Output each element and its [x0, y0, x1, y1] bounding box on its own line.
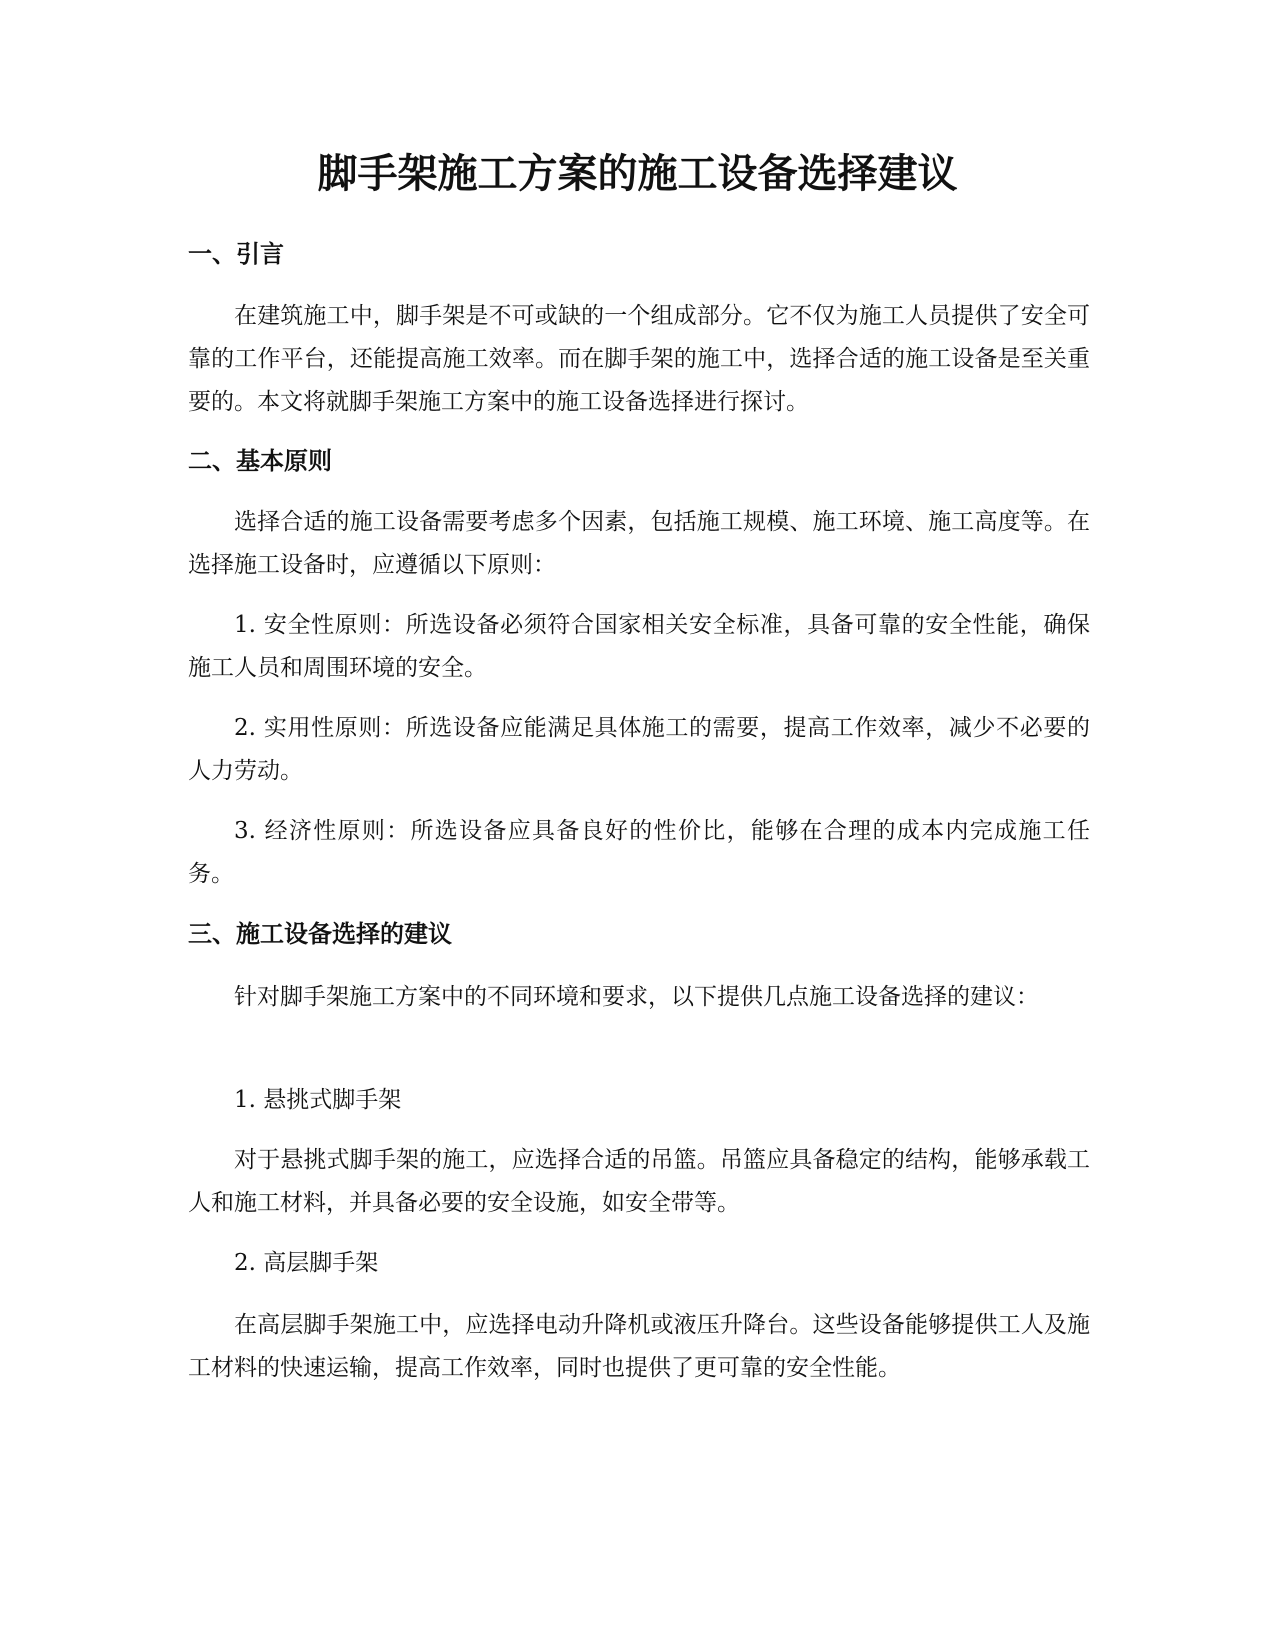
section-heading: 一、引言 [188, 240, 284, 268]
paragraph: 选择合适的施工设备需要考虑多个因素，包括施工规模、施工环境、施工高度等。在选择施工设备时，应遵循以下原则： [188, 509, 1090, 578]
suggestion-subheading: 2. 高层脚手架 [234, 1250, 379, 1276]
section-heading: 三、施工设备选择的建议 [188, 920, 452, 948]
suggestion-subheading: 1. 悬挑式脚手架 [234, 1087, 402, 1113]
principle-item: 1. 安全性原则：所选设备必须符合国家相关安全标准，具备可靠的安全性能，确保施工人员和周围环境的安全。 [188, 612, 1090, 681]
paragraph: 针对脚手架施工方案中的不同环境和要求，以下提供几点施工设备选择的建议： [234, 984, 1039, 1010]
paragraph: 在建筑施工中，脚手架是不可或缺的一个组成部分。它不仅为施工人员提供了安全可靠的工作平台，还能提高施工效率。而在脚手架的施工中，选择合适的施工设备是至关重要的。本文将就脚手架施工方案中的施工设备选择进行探讨。 [188, 303, 1090, 415]
paragraph: 对于悬挑式脚手架的施工，应选择合适的吊篮。吊篮应具备稳定的结构，能够承载工人和施工材料，并具备必要的安全设施，如安全带等。 [188, 1147, 1090, 1216]
document-title: 脚手架施工方案的施工设备选择建议 [317, 151, 958, 197]
principle-item: 2. 实用性原则：所选设备应能满足具体施工的需要，提高工作效率，减少不必要的人力劳动。 [188, 715, 1090, 784]
principle-item: 3. 经济性原则：所选设备应具备良好的性价比，能够在合理的成本内完成施工任务。 [188, 818, 1090, 887]
paragraph: 在高层脚手架施工中，应选择电动升降机或液压升降台。这些设备能够提供工人及施工材料的快速运输，提高工作效率，同时也提供了更可靠的安全性能。 [188, 1312, 1090, 1381]
section-heading: 二、基本原则 [188, 447, 332, 475]
